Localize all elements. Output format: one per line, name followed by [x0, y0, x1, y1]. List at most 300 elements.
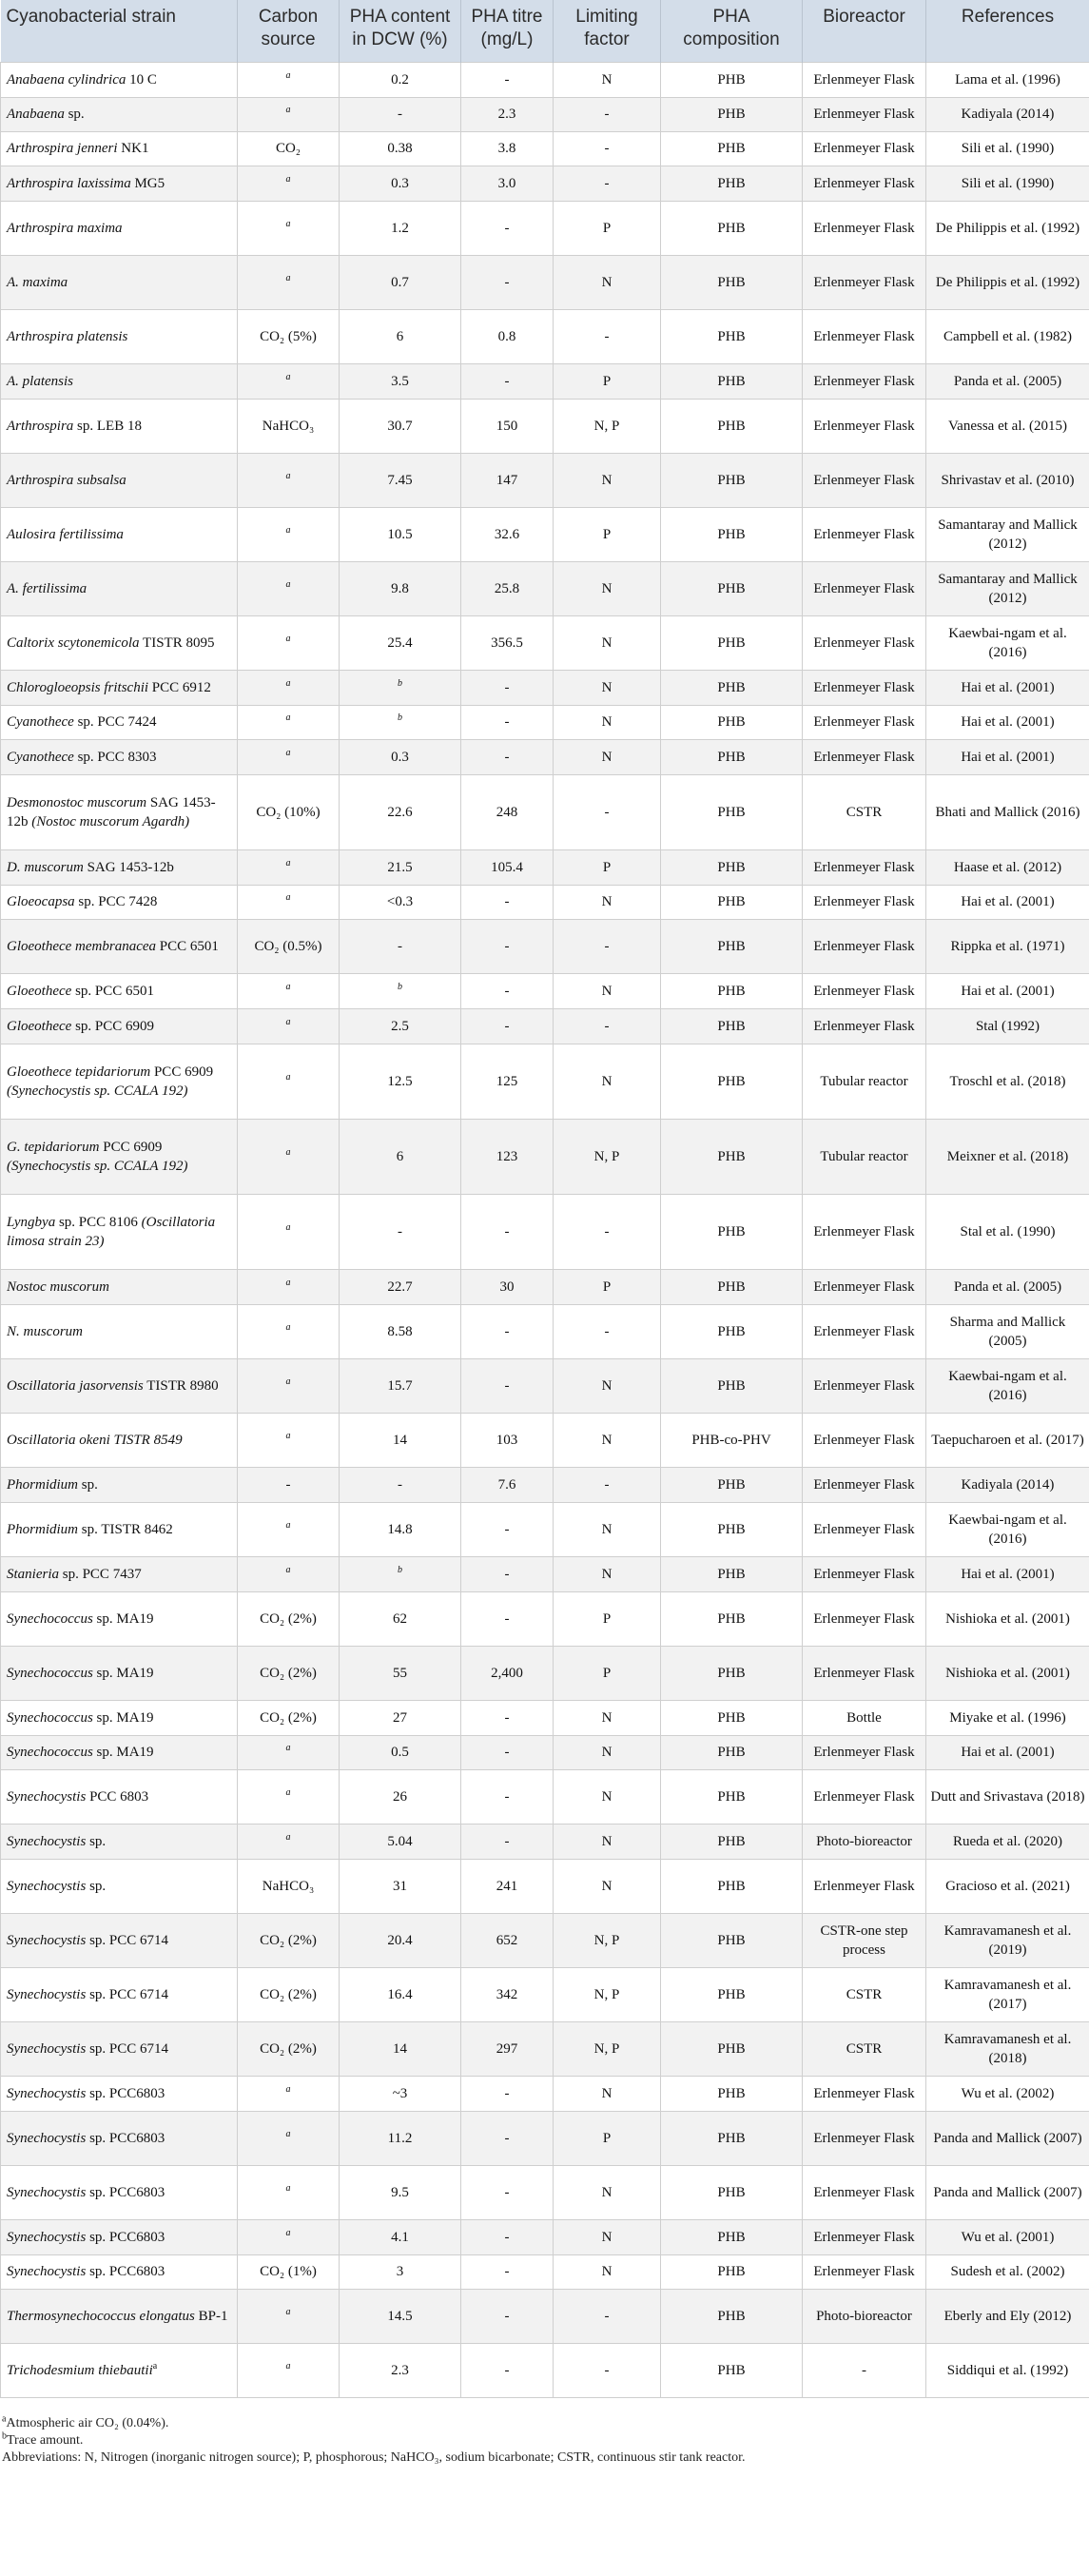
strain-designation: sp.: [78, 1476, 98, 1493]
cell-pha-content: 0.5: [340, 1735, 461, 1769]
cell-reference: Vanessa et al. (2015): [926, 399, 1089, 453]
cell-bioreactor: Erlenmeyer Flask: [803, 2111, 926, 2165]
cell-pha-content: ~3: [340, 2076, 461, 2111]
cell-pha-composition: PHB: [661, 2343, 803, 2397]
strain-species: Synechocystis: [7, 1986, 87, 2002]
cell-bioreactor: -: [803, 2343, 926, 2397]
table-row: [1, 774, 1089, 849]
table-row: [1, 453, 1089, 507]
cell-reference: Rueda et al. (2020): [926, 1824, 1089, 1859]
cell-reference: Panda and Mallick (2007): [926, 2165, 1089, 2219]
cell-pha-titre: -: [461, 1769, 554, 1824]
strain-species: G. tepidariorum: [7, 1139, 100, 1155]
footnote-abbreviations: Abbreviations: N, Nitrogen (inorganic nitrogen source); P, phosphorous; NaHCO₃, sodium bicarbonate; CSTR, continuous stir tank reactor.: [2, 2449, 746, 2465]
cell-pha-composition: PHB: [661, 774, 803, 849]
cell-pha-content: 6: [340, 309, 461, 363]
cell-bioreactor: Erlenmeyer Flask: [803, 1467, 926, 1502]
cell-pha-titre: -: [461, 1824, 554, 1859]
cell-reference: Hai et al. (2001): [926, 670, 1089, 705]
header-pha-content: PHA content in DCW (%): [340, 0, 461, 62]
strain-designation: sp. PCC 7437: [59, 1566, 142, 1582]
footnote-a-ref: a: [285, 1321, 291, 1333]
table-row: [1, 2343, 1089, 2397]
footnote-b: [2, 2432, 1089, 2449]
cell-pha-titre: -: [461, 1194, 554, 1269]
cell-carbon-source: [238, 739, 340, 774]
cell-bioreactor: Erlenmeyer Flask: [803, 131, 926, 166]
cell-pha-content: 8.58: [340, 1304, 461, 1358]
strain-designation: BP-1: [194, 2308, 228, 2324]
cell-reference: Kamravamanesh et al. (2019): [926, 1913, 1089, 1967]
cell-reference: Sharma and Mallick (2005): [926, 1304, 1089, 1358]
cell-pha-titre: -: [461, 2343, 554, 2397]
cell-limiting-factor: P: [554, 201, 661, 255]
cell-carbon-source: [238, 1824, 340, 1859]
table-row: [1, 2165, 1089, 2219]
cell-pha-titre: -: [461, 363, 554, 399]
cell-limiting-factor: N: [554, 885, 661, 919]
cell-pha-composition: PHB: [661, 1913, 803, 1967]
cell-carbon-source: [238, 670, 340, 705]
cell-pha-composition: PHB: [661, 507, 803, 561]
cell-pha-content: -: [340, 97, 461, 131]
strain-species: Oscillatoria okeni TISTR 8549: [7, 1432, 183, 1448]
cell-bioreactor: Erlenmeyer Flask: [803, 2165, 926, 2219]
cell-pha-titre: 30: [461, 1269, 554, 1304]
cell-pha-content: 22.6: [340, 774, 461, 849]
cell-limiting-factor: N, P: [554, 1913, 661, 1967]
cell-pha-composition: PHB: [661, 561, 803, 615]
strain-synonym: (Oscillatoria limosa strain 23): [7, 1214, 216, 1249]
cell-bioreactor: Photo-bioreactor: [803, 1824, 926, 1859]
cell-pha-composition: PHB: [661, 97, 803, 131]
cell-pha-titre: 0.8: [461, 309, 554, 363]
cell-strain: [1, 1556, 238, 1591]
cell-pha-titre: 25.8: [461, 561, 554, 615]
cell-pha-titre: 342: [461, 1967, 554, 2021]
cell-pha-titre: -: [461, 1591, 554, 1646]
cell-limiting-factor: N: [554, 615, 661, 670]
strain-species: Synechocystis: [7, 2130, 87, 2146]
cell-reference: Kamravamanesh et al. (2017): [926, 1967, 1089, 2021]
strain-species: Arthrospira maxima: [7, 220, 123, 236]
strain-species: Phormidium: [7, 1521, 78, 1537]
cell-pha-titre: -: [461, 2254, 554, 2289]
footnote-a-ref: a: [285, 2128, 291, 2139]
cell-pha-composition: PHB: [661, 201, 803, 255]
cell-pha-content: 9.8: [340, 561, 461, 615]
cell-carbon-source: [238, 561, 340, 615]
cell-limiting-factor: -: [554, 774, 661, 849]
cell-limiting-factor: P: [554, 2111, 661, 2165]
cell-bioreactor: Erlenmeyer Flask: [803, 1502, 926, 1556]
cell-bioreactor: Erlenmeyer Flask: [803, 1269, 926, 1304]
cell-reference: Stal et al. (1990): [926, 1194, 1089, 1269]
cell-bioreactor: Erlenmeyer Flask: [803, 2219, 926, 2254]
footnote-a-ref: a: [285, 524, 291, 536]
cell-carbon-source: [238, 507, 340, 561]
cell-pha-content: 22.7: [340, 1269, 461, 1304]
footnote-b-ref: b: [398, 1564, 402, 1575]
header-carbon-source: Carbon source: [238, 0, 340, 62]
cell-reference: Meixner et al. (2018): [926, 1119, 1089, 1194]
cell-pha-content: 26: [340, 1769, 461, 1824]
cell-limiting-factor: -: [554, 166, 661, 201]
footnote-a-ref: a: [285, 857, 291, 868]
cell-bioreactor: CSTR: [803, 2021, 926, 2076]
cell-pha-titre: -: [461, 1700, 554, 1735]
cell-pha-titre: -: [461, 2111, 554, 2165]
footnote-a-ref: a: [285, 218, 291, 229]
strain-designation: sp.: [64, 107, 85, 122]
cell-limiting-factor: N, P: [554, 399, 661, 453]
cell-limiting-factor: -: [554, 309, 661, 363]
cell-reference: Miyake et al. (1996): [926, 1700, 1089, 1735]
cell-carbon-source: [238, 2165, 340, 2219]
cell-limiting-factor: -: [554, 1194, 661, 1269]
header-bioreactor: Bioreactor: [803, 0, 926, 62]
cell-bioreactor: Erlenmeyer Flask: [803, 885, 926, 919]
cell-pha-content: <0.3: [340, 885, 461, 919]
cell-strain: [1, 62, 238, 97]
cell-pha-titre: -: [461, 62, 554, 97]
cell-limiting-factor: N: [554, 739, 661, 774]
cell-bioreactor: Erlenmeyer Flask: [803, 2076, 926, 2111]
cell-carbon-source: [238, 615, 340, 670]
strain-species: Arthrospira: [7, 418, 74, 434]
cell-strain: [1, 1044, 238, 1119]
cell-pha-titre: 123: [461, 1119, 554, 1194]
table-row: [1, 2076, 1089, 2111]
strain-designation: sp. PCC6803: [86, 2130, 165, 2146]
strain-species: Synechocystis: [7, 1833, 87, 1849]
cell-limiting-factor: N: [554, 1502, 661, 1556]
table-row: [1, 1119, 1089, 1194]
strain-species: Synechocystis: [7, 2184, 87, 2200]
cell-pha-content: 27: [340, 1700, 461, 1735]
footnote-a-ref: a: [285, 1221, 291, 1233]
cell-limiting-factor: N: [554, 1859, 661, 1913]
cell-carbon-source: [238, 166, 340, 201]
cell-strain: [1, 166, 238, 201]
strain-species: Gloeothece membranacea: [7, 938, 157, 954]
cell-reference: De Philippis et al. (1992): [926, 255, 1089, 309]
strain-synonym: (Synechocystis sp. CCALA 192): [7, 1158, 188, 1174]
cell-pha-content: 25.4: [340, 615, 461, 670]
cell-strain: [1, 1194, 238, 1269]
strain-species: Synechocystis: [7, 1932, 87, 1948]
cell-strain: [1, 201, 238, 255]
cell-pha-content: 31: [340, 1859, 461, 1913]
cell-reference: De Philippis et al. (1992): [926, 201, 1089, 255]
cell-carbon-source: [238, 1413, 340, 1467]
cell-limiting-factor: N: [554, 2254, 661, 2289]
cell-bioreactor: Bottle: [803, 1700, 926, 1735]
cell-carbon-source: [238, 2289, 340, 2343]
footnote-b-text: Trace amount.: [7, 2432, 84, 2448]
cell-pha-composition: PHB: [661, 1735, 803, 1769]
strain-species: Thermosynechococcus elongatus: [7, 2308, 195, 2324]
footnote-a-ref: a: [285, 677, 291, 689]
cell-pha-titre: -: [461, 919, 554, 973]
cell-limiting-factor: N: [554, 2219, 661, 2254]
strain-designation: PCC 6501: [156, 938, 219, 954]
footnote-a-ref: a: [285, 2306, 291, 2317]
cell-reference: Hai et al. (2001): [926, 1556, 1089, 1591]
strain-species: Arthrospira laxissima: [7, 175, 131, 191]
cell-pha-content: [340, 705, 461, 739]
strain-designation: sp. PCC 8303: [73, 749, 157, 765]
cell-bioreactor: Erlenmeyer Flask: [803, 1735, 926, 1769]
cell-reference: Hai et al. (2001): [926, 739, 1089, 774]
strain-synonym: (Synechocystis sp. CCALA 192): [7, 1083, 188, 1099]
header-pha-titre: PHA titre (mg/L): [461, 0, 554, 62]
cell-pha-composition: PHB: [661, 2021, 803, 2076]
footnote-a-ref: a: [285, 2227, 291, 2238]
cell-pha-content: 0.7: [340, 255, 461, 309]
table-row: [1, 973, 1089, 1008]
footnote-a-text: Atmospheric air CO₂ (0.04%).: [6, 2415, 169, 2430]
cell-carbon-source: NaHCO₃: [238, 399, 340, 453]
cell-pha-content: 11.2: [340, 2111, 461, 2165]
table-row: [1, 2021, 1089, 2076]
strain-species: Synechocystis: [7, 2229, 87, 2245]
table-row: [1, 1556, 1089, 1591]
table-row: [1, 1467, 1089, 1502]
strain-species: Nostoc muscorum: [7, 1278, 109, 1295]
table-row: [1, 309, 1089, 363]
strain-designation: sp.: [86, 1878, 107, 1894]
cell-carbon-source: [238, 849, 340, 885]
cell-pha-titre: -: [461, 2076, 554, 2111]
cell-bioreactor: Erlenmeyer Flask: [803, 1413, 926, 1467]
strain-designation: sp. PCC 6714: [86, 2040, 169, 2057]
cell-pha-content: 7.45: [340, 453, 461, 507]
cell-pha-titre: -: [461, 885, 554, 919]
cell-carbon-source: CO₂ (0.5%): [238, 919, 340, 973]
cell-limiting-factor: P: [554, 1591, 661, 1646]
cell-strain: [1, 1735, 238, 1769]
strain-species: Gloeocapsa: [7, 894, 75, 909]
cell-strain: [1, 2165, 238, 2219]
cell-strain: [1, 1413, 238, 1467]
cell-carbon-source: [238, 201, 340, 255]
cell-limiting-factor: N: [554, 1700, 661, 1735]
table-row: [1, 1008, 1089, 1044]
cell-reference: Eberly and Ely (2012): [926, 2289, 1089, 2343]
cell-pha-composition: PHB: [661, 1700, 803, 1735]
cell-reference: Bhati and Mallick (2016): [926, 774, 1089, 849]
strain-species: Oscillatoria jasorvensis: [7, 1377, 144, 1394]
cell-carbon-source: NaHCO₃: [238, 1859, 340, 1913]
table-row: [1, 1413, 1089, 1467]
cell-pha-content: 6: [340, 1119, 461, 1194]
cell-carbon-source: [238, 2111, 340, 2165]
cell-pha-titre: 3.8: [461, 131, 554, 166]
cell-reference: Kaewbai-ngam et al. (2016): [926, 615, 1089, 670]
footnote-a-ref: a: [285, 892, 291, 903]
cell-pha-composition: PHB: [661, 1769, 803, 1824]
strain-species: Chlorogloeopsis fritschii: [7, 679, 149, 695]
cell-pha-content: 30.7: [340, 399, 461, 453]
cell-pha-content: 3.5: [340, 363, 461, 399]
strain-designation: sp. PCC 7424: [73, 714, 157, 730]
cell-strain: [1, 561, 238, 615]
cell-limiting-factor: N: [554, 705, 661, 739]
strain-designation: sp. PCC 8106: [55, 1214, 142, 1230]
strain-species: Anabaena cylindrica: [7, 71, 126, 88]
cell-reference: Kaewbai-ngam et al. (2016): [926, 1502, 1089, 1556]
cell-pha-content: 0.3: [340, 739, 461, 774]
header-pha-composition: PHA composition: [661, 0, 803, 62]
cell-bioreactor: Erlenmeyer Flask: [803, 255, 926, 309]
cell-pha-composition: PHB: [661, 2111, 803, 2165]
cell-carbon-source: [238, 1194, 340, 1269]
strain-species: A. fertilissima: [7, 580, 88, 596]
table-row: [1, 885, 1089, 919]
cell-limiting-factor: N: [554, 2165, 661, 2219]
cell-carbon-source: [238, 1556, 340, 1591]
cell-pha-content: 2.3: [340, 2343, 461, 2397]
cell-pha-titre: -: [461, 1556, 554, 1591]
cell-carbon-source: [238, 1735, 340, 1769]
cell-pha-titre: -: [461, 2165, 554, 2219]
cell-pha-composition: PHB: [661, 973, 803, 1008]
cell-strain: [1, 1269, 238, 1304]
cell-pha-content: 15.7: [340, 1358, 461, 1413]
cell-reference: Kaewbai-ngam et al. (2016): [926, 1358, 1089, 1413]
cell-reference: Shrivastav et al. (2010): [926, 453, 1089, 507]
cell-carbon-source: [238, 255, 340, 309]
strain-designation: PCC 6912: [148, 679, 211, 695]
footnote-a-ref: a: [285, 1071, 291, 1083]
footnote-a-ref: a: [285, 105, 291, 115]
strain-species: Synechococcus: [7, 1745, 93, 1760]
cell-bioreactor: Erlenmeyer Flask: [803, 849, 926, 885]
cell-pha-content: 55: [340, 1646, 461, 1700]
cell-pha-content: 3: [340, 2254, 461, 2289]
cell-pha-content: 16.4: [340, 1967, 461, 2021]
table-row: [1, 1913, 1089, 1967]
cell-bioreactor: Erlenmeyer Flask: [803, 973, 926, 1008]
strain-designation: sp. PCC6803: [86, 2264, 165, 2279]
cell-pha-content: [340, 973, 461, 1008]
cell-reference: Haase et al. (2012): [926, 849, 1089, 885]
table-row: [1, 1700, 1089, 1735]
cell-bioreactor: Erlenmeyer Flask: [803, 1591, 926, 1646]
strain-designation: PCC 6909: [150, 1064, 214, 1080]
strain-designation: sp. TISTR 8462: [78, 1521, 173, 1537]
cell-pha-composition: PHB: [661, 1467, 803, 1502]
cell-limiting-factor: -: [554, 131, 661, 166]
cell-pha-composition: PHB: [661, 849, 803, 885]
cell-pha-titre: -: [461, 1502, 554, 1556]
cell-limiting-factor: N: [554, 1769, 661, 1824]
cell-reference: Hai et al. (2001): [926, 705, 1089, 739]
cell-carbon-source: CO₂ (2%): [238, 2021, 340, 2076]
cell-limiting-factor: N: [554, 561, 661, 615]
cell-strain: [1, 2021, 238, 2076]
cell-pha-composition: PHB: [661, 166, 803, 201]
table-row: [1, 1591, 1089, 1646]
strain-species: Synechocystis: [7, 1788, 87, 1805]
cell-pha-content: 0.3: [340, 166, 461, 201]
footnote-a-ref: a: [285, 1743, 291, 1753]
cell-pha-composition: PHB: [661, 1194, 803, 1269]
table-row: [1, 2219, 1089, 2254]
cell-limiting-factor: N: [554, 453, 661, 507]
cell-reference: Wu et al. (2001): [926, 2219, 1089, 2254]
cell-bioreactor: Erlenmeyer Flask: [803, 2254, 926, 2289]
cell-strain: [1, 309, 238, 363]
cell-bioreactor: Erlenmeyer Flask: [803, 201, 926, 255]
cell-carbon-source: [238, 885, 340, 919]
cell-limiting-factor: N: [554, 670, 661, 705]
table-row: [1, 1824, 1089, 1859]
cell-reference: Panda et al. (2005): [926, 363, 1089, 399]
strain-designation: SAG 1453-12b: [7, 794, 216, 829]
cell-pha-composition: PHB: [661, 2076, 803, 2111]
cell-bioreactor: Erlenmeyer Flask: [803, 1008, 926, 1044]
strain-species: Synechocystis: [7, 2264, 87, 2279]
cell-strain: [1, 849, 238, 885]
table-row: [1, 62, 1089, 97]
cell-strain: [1, 2111, 238, 2165]
cell-bioreactor: Photo-bioreactor: [803, 2289, 926, 2343]
cell-pha-content: 9.5: [340, 2165, 461, 2219]
cell-strain: [1, 363, 238, 399]
cell-bioreactor: Erlenmeyer Flask: [803, 670, 926, 705]
cell-pha-titre: 241: [461, 1859, 554, 1913]
footnote-a-ref: a: [285, 1519, 291, 1531]
table-row: [1, 1646, 1089, 1700]
strain-species: Aulosira fertilissima: [7, 526, 124, 542]
cell-carbon-source: CO₂ (2%): [238, 1591, 340, 1646]
cell-pha-titre: -: [461, 670, 554, 705]
footnote-a-ref: a: [285, 1016, 291, 1027]
cell-pha-composition: PHB: [661, 1304, 803, 1358]
cell-pha-titre: 2.3: [461, 97, 554, 131]
cell-reference: Rippka et al. (1971): [926, 919, 1089, 973]
cell-strain: [1, 1467, 238, 1502]
cell-reference: Panda et al. (2005): [926, 1269, 1089, 1304]
cell-limiting-factor: -: [554, 1467, 661, 1502]
cell-pha-composition: PHB: [661, 615, 803, 670]
cell-carbon-source: CO₂ (1%): [238, 2254, 340, 2289]
cell-strain: [1, 453, 238, 507]
cell-pha-composition: PHB: [661, 363, 803, 399]
cell-reference: Campbell et al. (1982): [926, 309, 1089, 363]
cell-strain: [1, 1008, 238, 1044]
cell-pha-titre: 32.6: [461, 507, 554, 561]
cell-pha-titre: 297: [461, 2021, 554, 2076]
table-row: [1, 2289, 1089, 2343]
footnote-a-ref: a: [285, 1564, 291, 1575]
strain-species: Caltorix scytonemicola: [7, 634, 140, 651]
cell-pha-content: [340, 1556, 461, 1591]
cell-pha-titre: -: [461, 1735, 554, 1769]
table-row: [1, 2254, 1089, 2289]
strain-species: Synechocystis: [7, 2085, 87, 2101]
cell-strain: [1, 739, 238, 774]
cell-carbon-source: [238, 1008, 340, 1044]
cell-limiting-factor: N, P: [554, 2021, 661, 2076]
cell-pha-titre: -: [461, 1304, 554, 1358]
cell-pha-titre: 652: [461, 1913, 554, 1967]
strain-designation: sp. PCC 7428: [74, 894, 158, 909]
strain-designation: sp. LEB 18: [73, 418, 142, 434]
cell-pha-composition: PHB: [661, 309, 803, 363]
